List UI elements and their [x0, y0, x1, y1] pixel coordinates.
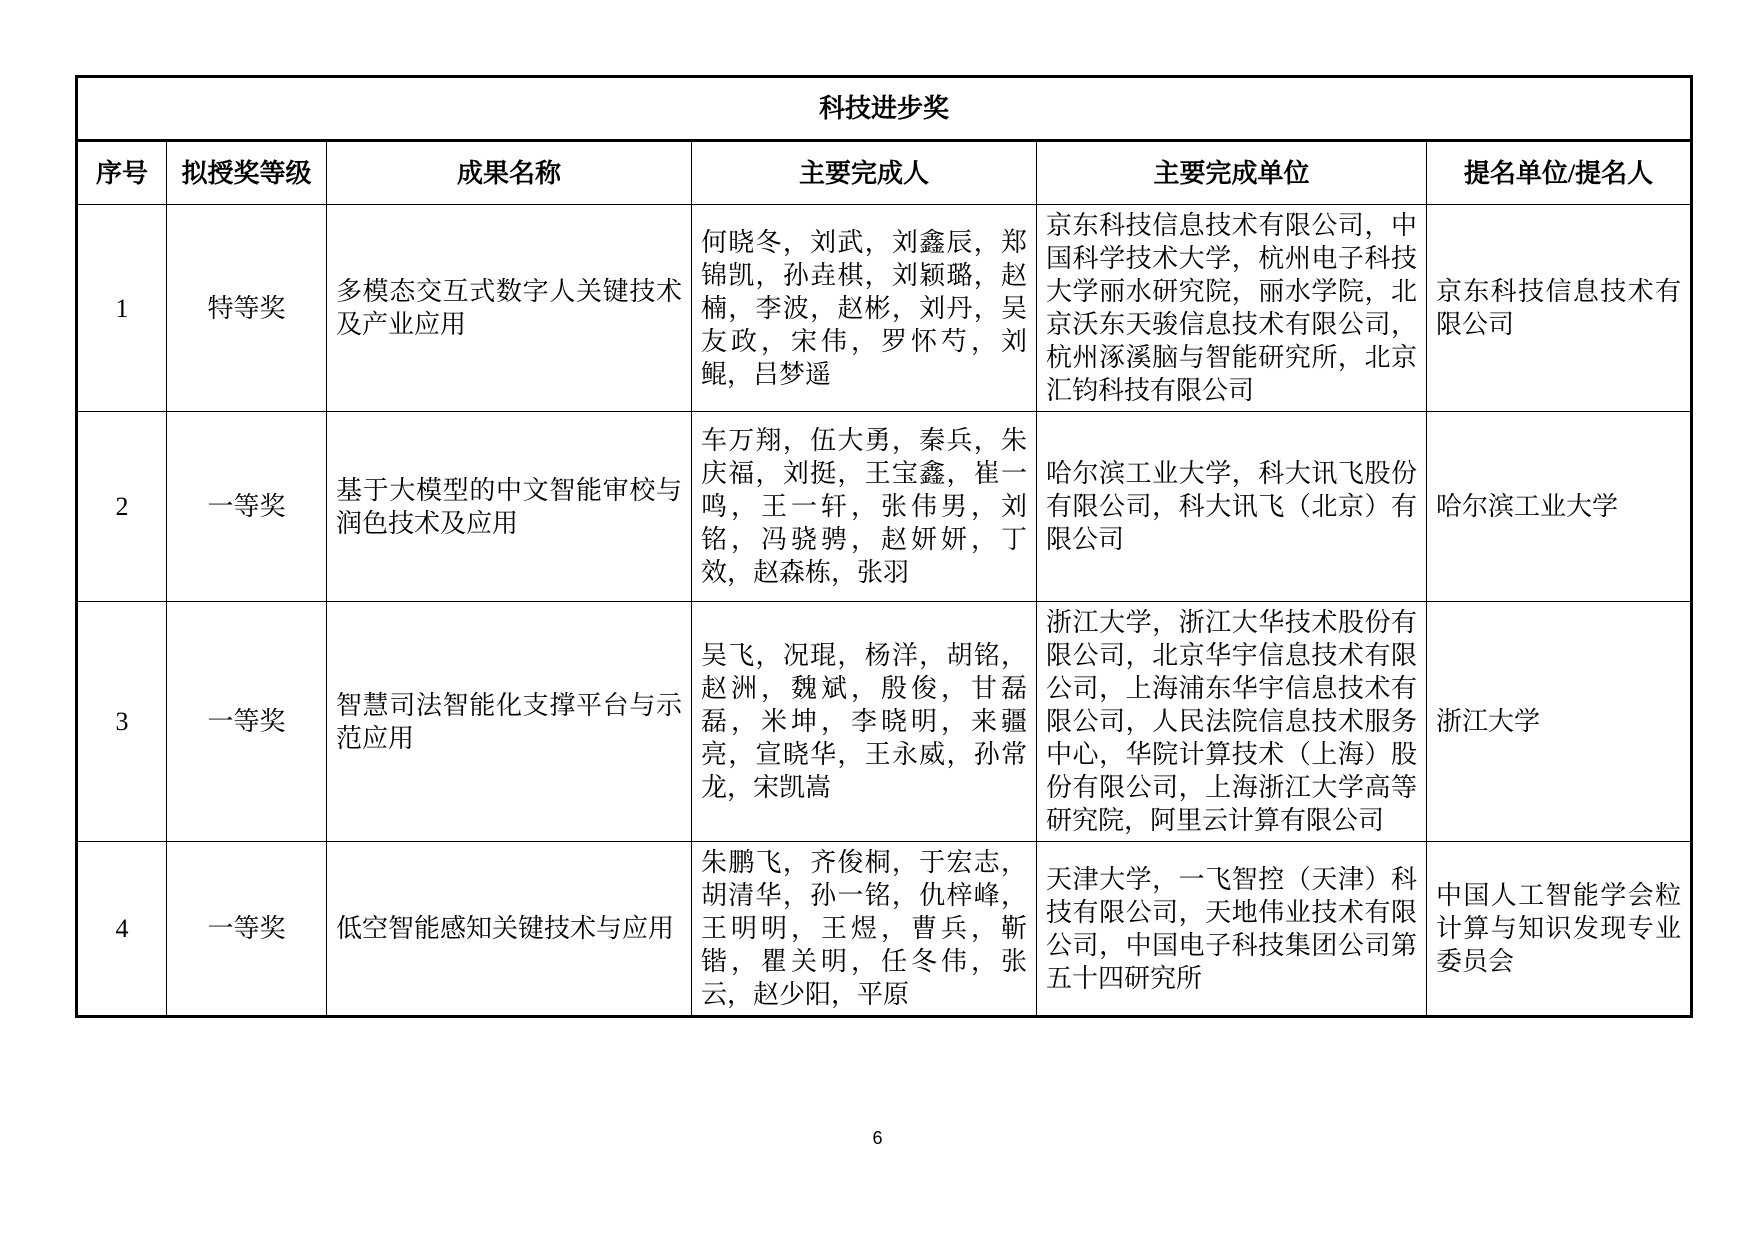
cell-award-level: 一等奖 — [167, 842, 327, 1017]
cell-achievement-name: 智慧司法智能化支撑平台与示范应用 — [327, 602, 692, 842]
table-title-row — [77, 77, 1692, 141]
cell-main-contributors: 何晓冬，刘武，刘鑫辰，郑锦凯，孙垚棋，刘颖璐，赵楠，李波，赵彬，刘丹，吴友政，宋伟，罗怀芍，刘鲲，吕梦遥 — [692, 205, 1037, 412]
cell-award-level: 特等奖 — [167, 205, 327, 412]
table-title: 科技进步奖 — [77, 77, 1692, 141]
header-serial-number: 序号 — [77, 141, 167, 205]
cell-main-contributors: 朱鹏飞，齐俊桐，于宏志，胡清华，孙一铭，仇梓峰，王明明，王煜，曹兵，靳锴，瞿关明，任冬伟，张云，赵少阳，平原 — [692, 842, 1037, 1017]
cell-nominator: 浙江大学 — [1427, 602, 1692, 842]
header-nominator: 提名单位/提名人 — [1427, 141, 1692, 205]
cell-award-level: 一等奖 — [167, 412, 327, 602]
cell-main-units: 天津大学，一飞智控（天津）科技有限公司，天地伟业技术有限公司，中国电子科技集团公司第五十四研究所 — [1037, 842, 1427, 1017]
cell-nominator: 中国人工智能学会粒计算与知识发现专业委员会 — [1427, 842, 1692, 1017]
page-number: 6 — [872, 1128, 883, 1148]
table-row — [77, 205, 1692, 412]
table-row — [77, 842, 1692, 1017]
cell-main-contributors: 车万翔，伍大勇，秦兵，朱庆福，刘挺，王宝鑫，崔一鸣，王一轩，张伟男，刘铭，冯骁骋，赵妍妍，丁效，赵森栋，张羽 — [692, 412, 1037, 602]
header-award-level: 拟授奖等级 — [167, 141, 327, 205]
cell-achievement-name: 基于大模型的中文智能审校与润色技术及应用 — [327, 412, 692, 602]
table-row — [77, 602, 1692, 842]
cell-main-contributors: 吴飞，况琨，杨洋，胡铭，赵洲，魏斌，殷俊，甘磊磊，米坤，李晓明，来疆亮，宣晓华，王永威，孙常龙，宋凯嵩 — [692, 602, 1037, 842]
header-main-units: 主要完成单位 — [1037, 141, 1427, 205]
award-table — [75, 75, 1693, 1018]
cell-serial-number: 3 — [77, 602, 167, 842]
header-achievement-name: 成果名称 — [327, 141, 692, 205]
cell-nominator: 哈尔滨工业大学 — [1427, 412, 1692, 602]
cell-serial-number: 2 — [77, 412, 167, 602]
table-row — [77, 412, 1692, 602]
cell-achievement-name: 低空智能感知关键技术与应用 — [327, 842, 692, 1017]
cell-main-units: 京东科技信息技术有限公司，中国科学技术大学，杭州电子科技大学丽水研究院，丽水学院，北京沃东天骏信息技术有限公司，杭州涿溪脑与智能研究所，北京汇钧科技有限公司 — [1037, 205, 1427, 412]
cell-nominator: 京东科技信息技术有限公司 — [1427, 205, 1692, 412]
header-main-contributors: 主要完成人 — [692, 141, 1037, 205]
cell-award-level: 一等奖 — [167, 602, 327, 842]
cell-achievement-name: 多模态交互式数字人关键技术及产业应用 — [327, 205, 692, 412]
cell-serial-number: 4 — [77, 842, 167, 1017]
cell-main-units: 浙江大学，浙江大华技术股份有限公司，北京华宇信息技术有限公司，上海浦东华宇信息技术有限公司，人民法院信息技术服务中心，华院计算技术（上海）股份有限公司，上海浙江大学高等研究院，阿里云计算有限公司 — [1037, 602, 1427, 842]
table-header-row — [77, 141, 1692, 205]
cell-main-units: 哈尔滨工业大学，科大讯飞股份有限公司，科大讯飞（北京）有限公司 — [1037, 412, 1427, 602]
cell-serial-number: 1 — [77, 205, 167, 412]
